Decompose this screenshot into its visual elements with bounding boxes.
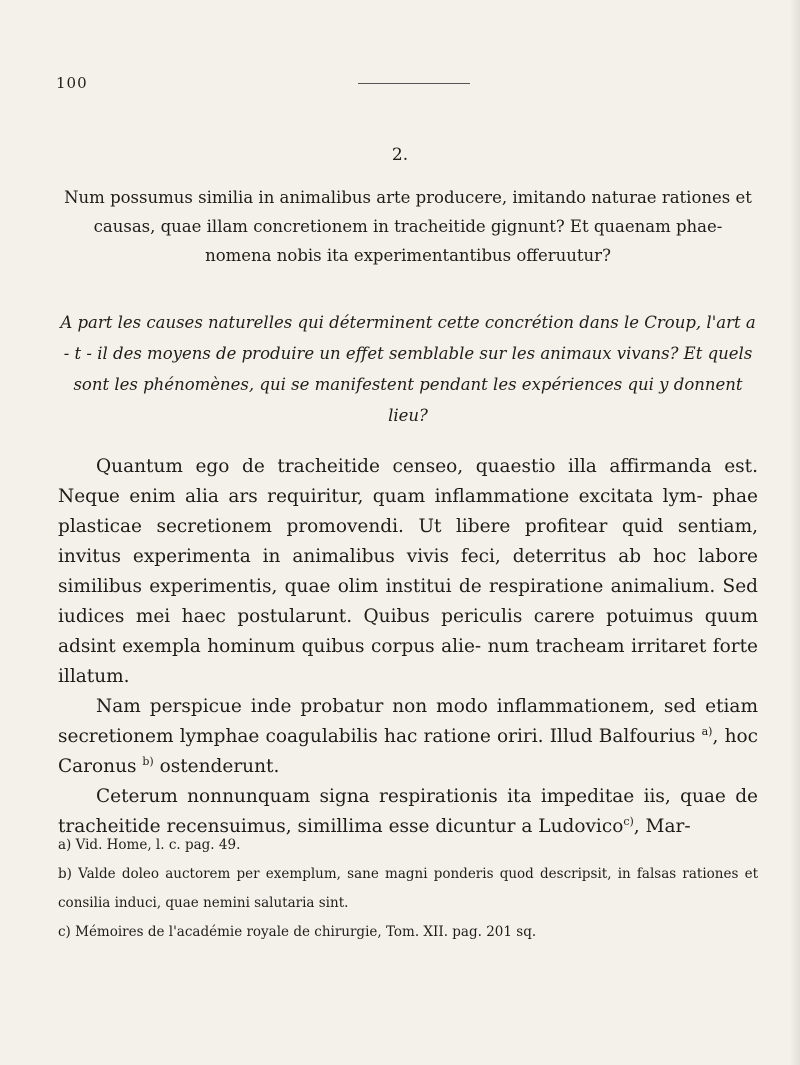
paragraph-2-text-a: Nam perspicue inde probatur non modo inflammationem, sed etiam secretionem lymphae coagulabilis hac ratione oriri. Illud Balfourius xyxy=(58,696,758,747)
paragraph-3-text-a: Ceterum nonnunquam signa respirationis ita impeditae iis, quae de tracheitide recensuimus, simillima esse dicuntur a Ludovico xyxy=(58,786,758,837)
paragraph-2-text-b: , hoc Caronus xyxy=(58,726,758,777)
header-rule xyxy=(358,83,470,84)
footnote-b: b) Valde doleo auctorem per exemplum, sane magni ponderis quod descripsit, in falsas rationes et consilia induci, quae nemini salutaria sint. xyxy=(58,866,758,911)
footnote-ref-c: c) xyxy=(623,814,634,828)
footnote-ref-a: a) xyxy=(701,724,713,738)
question-french: A part les causes naturelles qui déterminent cette concrétion dans le Croup, l'art a - t - il des moyens de produire un effet semblable sur les animaux vivans? Et quels sont les phénomènes, qui se manifestent pendant les expériences qui y donnent lieu? xyxy=(60,313,756,425)
footnote-ref-b: b) xyxy=(142,754,154,768)
section-number: 2. xyxy=(391,145,409,165)
paragraph-1: Quantum ego de tracheitide censeo, quaestio illa affirmanda est. Neque enim alia ars requiritur, quam inflammatione excitata lym- phae plasticae secretionem promovendi. Ut libere profitear quid sentiam, invitus experimenta in animalibus vivis feci, deterritus ab hoc labore similibus experimentis, quae olim institui de respiratione animalium. Sed iudices mei haec postularunt. Quibus periculis carere potuimus quum adsint exempla hominum quibus corpus alie- num tracheam irritaret forte illatum. xyxy=(58,456,758,687)
question-latin: Num possumus similia in animalibus arte producere, imitando naturae rationes et causas, quae illam concretionem in tracheitide gignunt? Et quaenam phae- nomena nobis ita experimentantibus offeruutur? xyxy=(64,188,752,265)
page-number: 100 xyxy=(56,74,88,92)
paragraph-2-text-c: ostenderunt. xyxy=(153,756,280,777)
page-edge-shadow xyxy=(790,0,800,1065)
footnote-c: c) Mémoires de l'académie royale de chirurgie, Tom. XII. pag. 201 sq. xyxy=(58,924,537,940)
footnote-a: a) Vid. Home, l. c. pag. 49. xyxy=(58,837,241,853)
paragraph-3-text-b: , Mar- xyxy=(633,816,691,837)
footnotes xyxy=(58,831,758,947)
paragraph-2 xyxy=(58,692,758,782)
main-text xyxy=(58,452,758,842)
